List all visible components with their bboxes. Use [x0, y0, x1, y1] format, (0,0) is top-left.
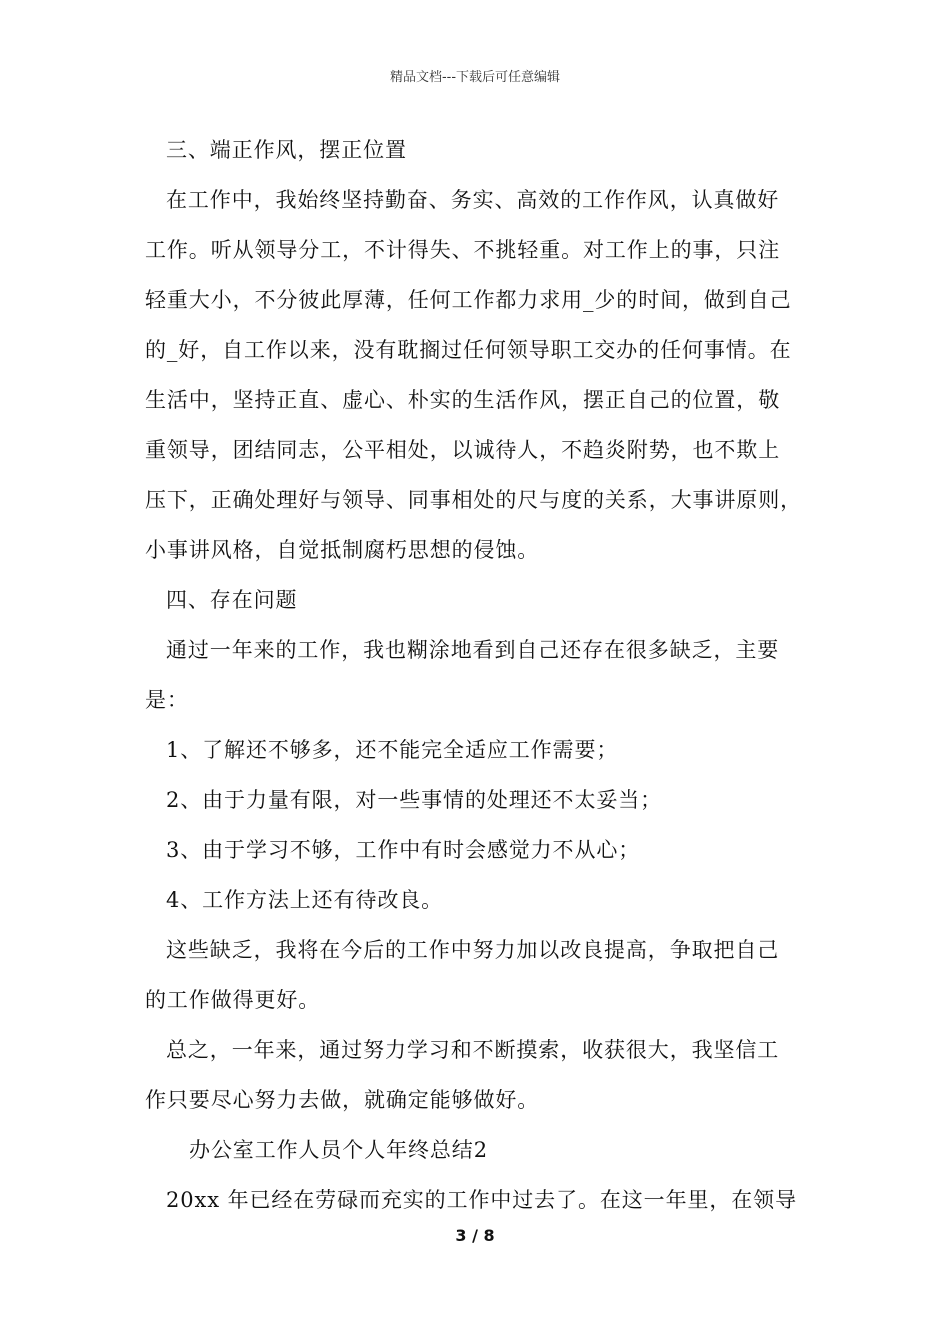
document-body	[145, 125, 817, 1225]
paragraph-line: 作只要尽心努力去做，就确定能够做好。	[145, 1088, 540, 1112]
paragraph-line: 的工作做得更好。	[145, 988, 321, 1012]
paragraph-line: 在工作中，我始终坚持勤奋、务实、高效的工作作风，认真做好	[166, 188, 780, 212]
paragraph-line: 轻重大小，不分彼此厚薄，任何工作都力求用_少的时间，做到自己	[145, 288, 792, 312]
paragraph-line: 总之，一年来，通过努力学习和不断摸索，收获很大，我坚信工	[166, 1038, 780, 1062]
paragraph-line: 20xx 年已经在劳碌而充实的工作中过去了。在这一年里，在领导	[166, 1188, 797, 1212]
paragraph-line: 通过一年来的工作，我也糊涂地看到自己还存在很多缺乏，主要	[166, 638, 780, 662]
section-heading: 三、端正作风，摆正位置	[166, 138, 407, 162]
list-item: 4、工作方法上还有待改良。	[166, 888, 444, 912]
paragraph-line: 重领导，团结同志，公平相处，以诚待人，不趋炎附势，也不欺上	[145, 438, 781, 462]
document-subtitle: 办公室工作人员个人年终总结2	[189, 1138, 488, 1162]
page-number: 3 / 8	[455, 1226, 495, 1245]
paragraph-line: 工作。听从领导分工，不计得失、不挑轻重。对工作上的事，只注	[145, 238, 781, 262]
paragraph-line: 生活中，坚持正直、虚心、朴实的生活作风，摆正自己的位置，敬	[145, 388, 781, 412]
paragraph-line: 的_好，自工作以来，没有耽搁过任何领导职工交办的任何事情。在	[145, 338, 792, 362]
paragraph-line: 是：	[145, 688, 189, 712]
list-item: 1、了解还不够多，还不能完全适应工作需要；	[166, 738, 619, 762]
list-item: 2、由于力量有限，对一些事情的处理还不太妥当；	[166, 788, 663, 812]
document-header: 精品文档---下载后可任意编辑	[389, 70, 561, 85]
paragraph-line: 这些缺乏，我将在今后的工作中努力加以改良提高，争取把自己	[166, 938, 780, 962]
paragraph-line: 压下，正确处理好与领导、同事相处的尺与度的关系，大事讲原则，	[145, 488, 802, 512]
section-heading: 四、存在问题	[166, 588, 298, 612]
list-item: 3、由于学习不够，工作中有时会感觉力不从心；	[166, 838, 641, 862]
paragraph-line: 小事讲风格，自觉抵制腐朽思想的侵蚀。	[145, 538, 540, 562]
